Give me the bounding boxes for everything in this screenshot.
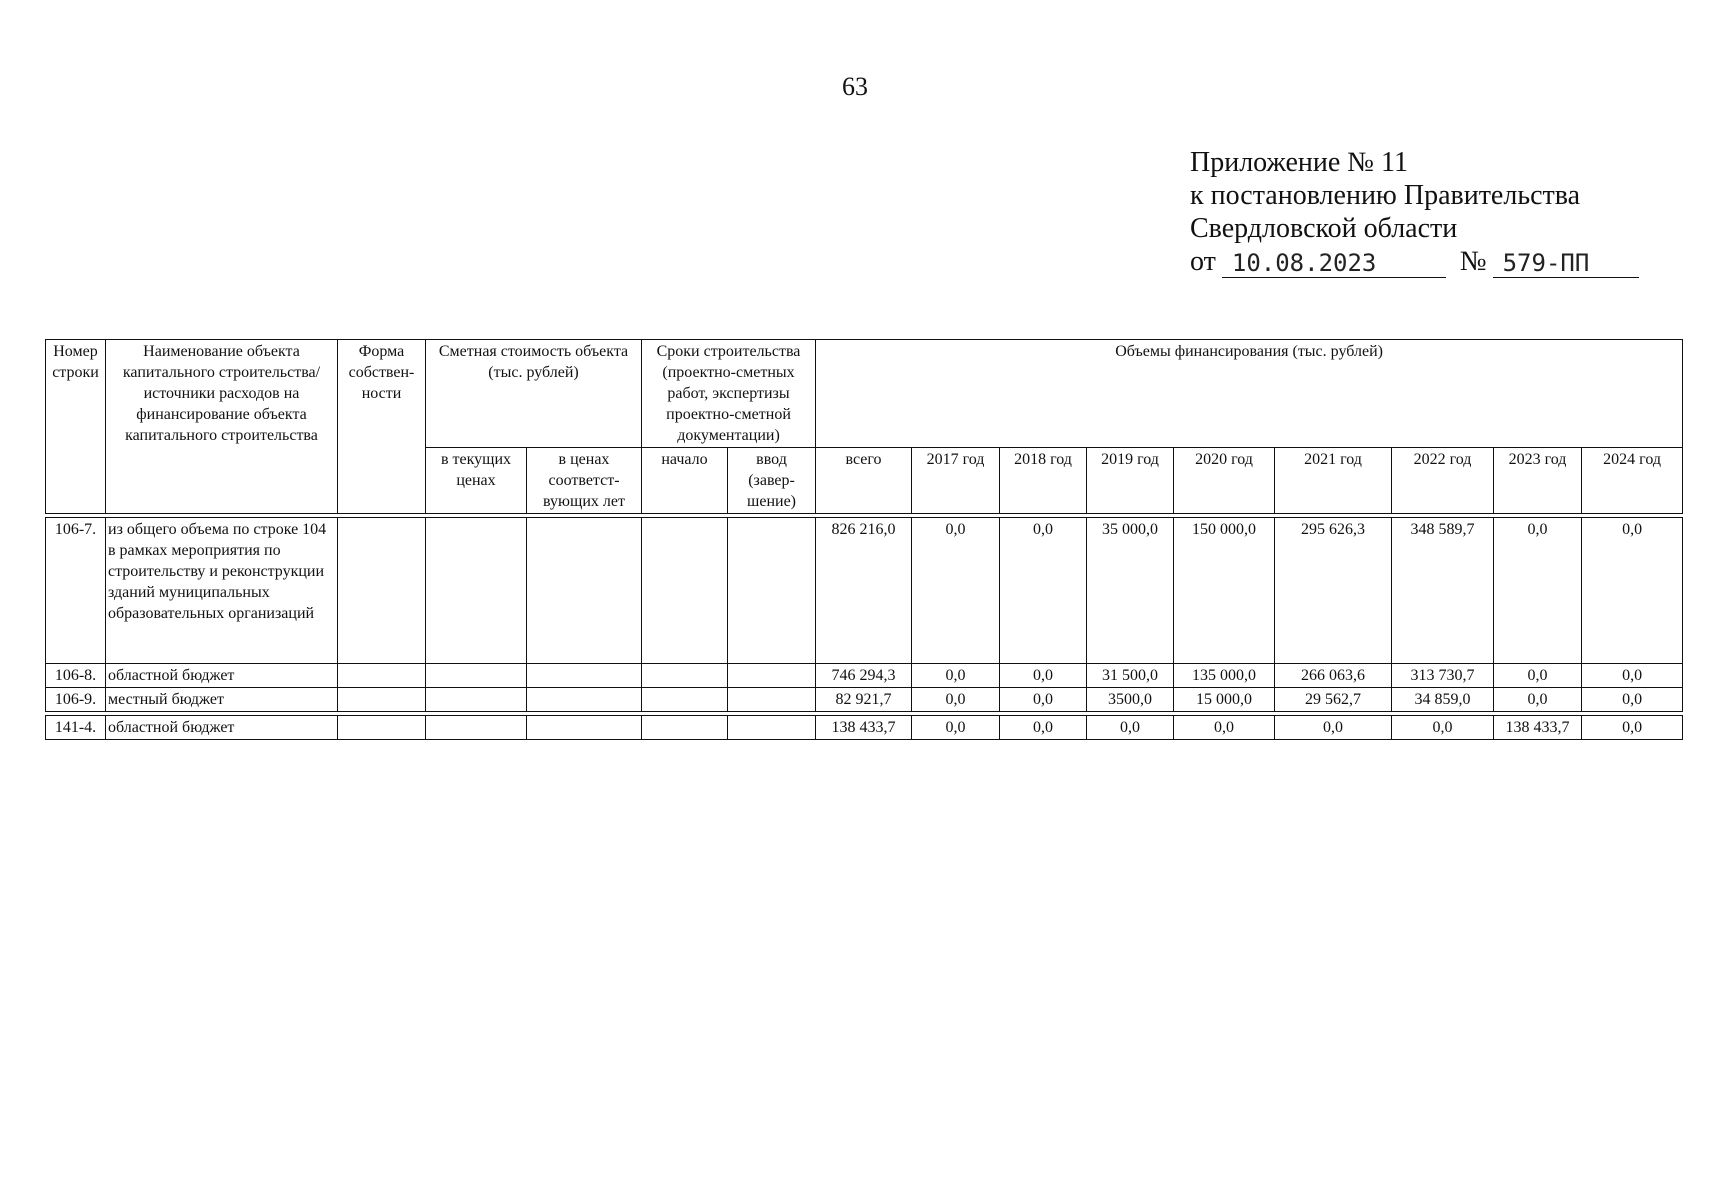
row-2022: 348 589,7 [1392, 518, 1494, 664]
table-row [46, 518, 1683, 664]
header-funding: Объемы финансирования (тыс. рублей) [816, 340, 1683, 448]
row-name: областной бюджет [106, 664, 338, 688]
row-completion [728, 664, 816, 688]
row-completion [728, 688, 816, 712]
row-2018: 0,0 [1000, 664, 1087, 688]
header-estimated-cost: Сметная стоимость объекта (тыс. рублей) [426, 340, 642, 448]
appendix-line-3: Свердловской области [1190, 213, 1458, 244]
row-current-prices [426, 716, 527, 740]
row-ownership [338, 518, 426, 664]
row-ownership [338, 716, 426, 740]
row-number: 106-9. [46, 688, 106, 712]
row-2020: 135 000,0 [1174, 664, 1275, 688]
row-2019: 35 000,0 [1087, 518, 1174, 664]
row-ownership [338, 688, 426, 712]
table-row [46, 716, 1683, 740]
row-start [642, 688, 728, 712]
row-2021: 295 626,3 [1275, 518, 1392, 664]
row-2020: 15 000,0 [1174, 688, 1275, 712]
header-year-2022: 2022 год [1392, 448, 1494, 514]
row-2017: 0,0 [912, 716, 1000, 740]
row-2019: 0,0 [1087, 716, 1174, 740]
row-year-prices [527, 688, 642, 712]
row-2018: 0,0 [1000, 716, 1087, 740]
row-2024: 0,0 [1582, 716, 1683, 740]
header-year-2023: 2023 год [1494, 448, 1582, 514]
table-row [46, 664, 1683, 688]
row-2021: 266 063,6 [1275, 664, 1392, 688]
row-2017: 0,0 [912, 688, 1000, 712]
header-year-2019: 2019 год [1087, 448, 1174, 514]
resolution-date-number [1190, 245, 1639, 278]
row-current-prices [426, 664, 527, 688]
row-2018: 0,0 [1000, 518, 1087, 664]
date-prefix: от [1190, 246, 1216, 277]
header-construction-dates: Сроки строительства (проектно-сметных работ, экспертизы проектно-сметной документации) [642, 340, 816, 448]
row-number: 141-4. [46, 716, 106, 740]
number-prefix: № [1459, 246, 1487, 277]
row-2024: 0,0 [1582, 518, 1683, 664]
header-completion: ввод (завер-шение) [728, 448, 816, 514]
row-total: 82 921,7 [816, 688, 912, 712]
row-total: 826 216,0 [816, 518, 912, 664]
resolution-date: 10.08.2023 [1222, 250, 1446, 278]
table-row [46, 688, 1683, 712]
appendix-title: Приложение № 11 [1190, 147, 1408, 178]
header-year-2020: 2020 год [1174, 448, 1275, 514]
header-year-2024: 2024 год [1582, 448, 1683, 514]
row-start [642, 716, 728, 740]
header-object-name: Наименование объекта капитального строительства/источники расходов на финансирование объекта капитального строительства [106, 340, 338, 514]
row-2019: 3500,0 [1087, 688, 1174, 712]
row-number: 106-8. [46, 664, 106, 688]
row-name: из общего объема по строке 104 в рамках мероприятия по строительству и реконструкции зданий муниципальных образовательных организаций [106, 518, 338, 664]
header-current-prices: в текущих ценах [426, 448, 527, 514]
row-2018: 0,0 [1000, 688, 1087, 712]
row-completion [728, 518, 816, 664]
row-2017: 0,0 [912, 518, 1000, 664]
row-2017: 0,0 [912, 664, 1000, 688]
row-completion [728, 716, 816, 740]
row-2022: 0,0 [1392, 716, 1494, 740]
header-year-2018: 2018 год [1000, 448, 1087, 514]
row-2024: 0,0 [1582, 664, 1683, 688]
row-current-prices [426, 518, 527, 664]
header-total: всего [816, 448, 912, 514]
header-ownership: Форма собствен-ности [338, 340, 426, 514]
header-year-2017: 2017 год [912, 448, 1000, 514]
row-2022: 313 730,7 [1392, 664, 1494, 688]
row-year-prices [527, 518, 642, 664]
row-2021: 0,0 [1275, 716, 1392, 740]
row-2023: 0,0 [1494, 664, 1582, 688]
row-total: 138 433,7 [816, 716, 912, 740]
row-current-prices [426, 688, 527, 712]
resolution-number: 579-ПП [1493, 250, 1639, 278]
row-2020: 0,0 [1174, 716, 1275, 740]
row-name: областной бюджет [106, 716, 338, 740]
row-2020: 150 000,0 [1174, 518, 1275, 664]
row-2023: 138 433,7 [1494, 716, 1582, 740]
header-start: начало [642, 448, 728, 514]
row-2023: 0,0 [1494, 688, 1582, 712]
row-total: 746 294,3 [816, 664, 912, 688]
row-ownership [338, 664, 426, 688]
row-2019: 31 500,0 [1087, 664, 1174, 688]
row-start [642, 664, 728, 688]
header-row-number: Номер строки [46, 340, 106, 514]
financing-table [45, 339, 1683, 740]
appendix-block [1190, 146, 1639, 278]
row-2021: 29 562,7 [1275, 688, 1392, 712]
row-2024: 0,0 [1582, 688, 1683, 712]
appendix-line-2: к постановлению Правительства [1190, 180, 1581, 211]
row-number: 106-7. [46, 518, 106, 664]
row-name: местный бюджет [106, 688, 338, 712]
header-year-2021: 2021 год [1275, 448, 1392, 514]
row-2023: 0,0 [1494, 518, 1582, 664]
row-2022: 34 859,0 [1392, 688, 1494, 712]
row-year-prices [527, 716, 642, 740]
header-year-prices: в ценах соответст-вующих лет [527, 448, 642, 514]
row-start [642, 518, 728, 664]
page-number: 63 [842, 72, 868, 101]
row-year-prices [527, 664, 642, 688]
